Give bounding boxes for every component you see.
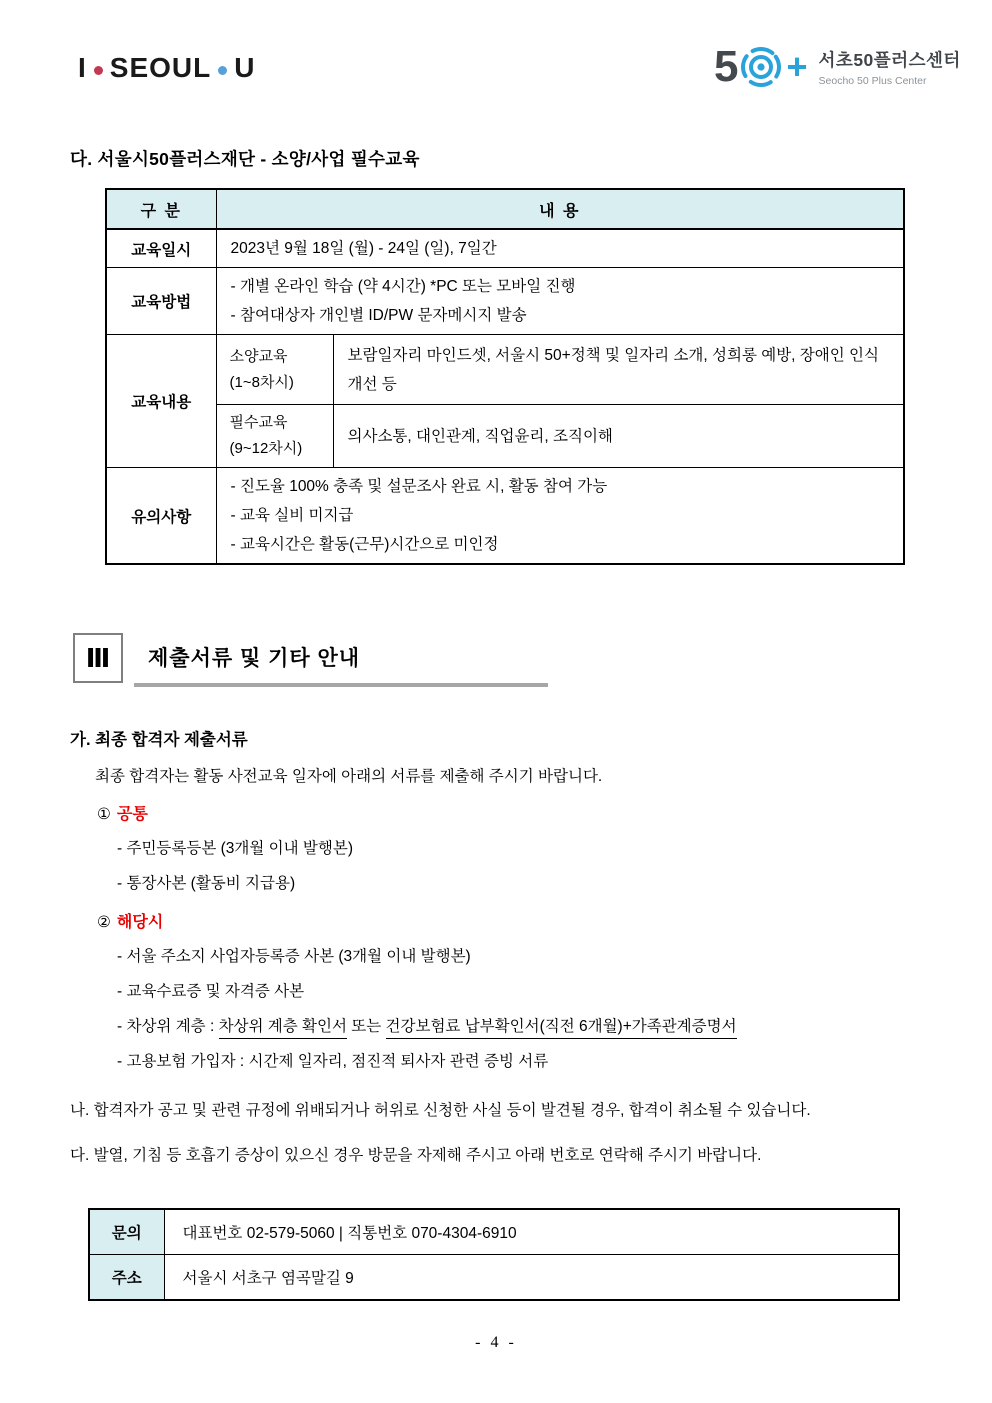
logo-plus-sign: +	[786, 46, 808, 87]
ga-intro: 최종 합격자는 활동 사전교육 일자에 아래의 서류를 제출해 주시기 바랍니다.	[95, 768, 603, 785]
list-item: - 교육수료증 및 자격증 사본	[117, 983, 305, 1000]
edu-datetime-content	[216, 229, 904, 268]
section-title-underline	[134, 633, 548, 687]
address-label: 주소	[89, 1255, 164, 1301]
row-label-edu-datetime: 교육일시	[106, 229, 216, 268]
center-name-korean: 서초50플러스센터	[818, 50, 961, 70]
address-value: 서울시 서초구 염곡말길 9	[164, 1255, 899, 1301]
row-label-edu-content: 교육내용	[106, 335, 216, 468]
list-item: - 서울 주소지 사업자등록증 사본 (3개월 이내 발행본)	[117, 948, 471, 965]
seocho-50plus-logo	[714, 44, 961, 90]
cell-text: 필수교육	[229, 414, 288, 431]
contact-label: 문의	[89, 1209, 164, 1255]
page-number: - 4 -	[475, 1334, 517, 1351]
row-label-edu-notes: 유의사항	[106, 468, 216, 565]
edu-method-content	[216, 268, 904, 335]
table-row	[89, 1255, 899, 1301]
list-item: - 통장사본 (활동비 지급용)	[117, 875, 296, 892]
logo-50-number: 5	[714, 42, 739, 91]
section-3-title: 제출서류 및 기타 안내	[148, 647, 361, 670]
chasangwi-prefix: - 차상위 계층 :	[117, 1018, 219, 1035]
center-name-english: Seocho 50 Plus Center	[818, 75, 927, 87]
common-label: 공통	[116, 806, 148, 823]
target-circle-icon	[738, 44, 784, 90]
cell-text: 보람일자리 마인드셋, 서울시 50+정책 및 일자리 소개, 성희롱 예방, 장애인 인식개선 등	[347, 346, 879, 393]
red-dot-icon	[94, 66, 103, 75]
row-label-edu-method: 교육방법	[106, 268, 216, 335]
list-item: - 고용보험 가입자 : 시간제 일자리, 점진적 퇴사자 관련 증빙 서류	[117, 1053, 549, 1070]
table-header-row	[106, 189, 904, 229]
table-row	[106, 268, 904, 335]
header-cell-gubun: 구 분	[106, 189, 216, 229]
soyang-content	[333, 335, 904, 405]
common-heading	[97, 801, 950, 824]
education-table	[105, 188, 905, 565]
logo-letter-i: I	[78, 52, 87, 83]
section-3-banner	[73, 633, 548, 687]
table-row	[106, 229, 904, 268]
cell-text: (9~12차시)	[229, 440, 303, 457]
cell-text: 의사소통, 대인관계, 직업윤리, 조직이해	[347, 427, 613, 445]
iseoulu-logo	[78, 52, 255, 84]
pilsu-content	[333, 405, 904, 468]
conditional-label: 해당시	[116, 914, 164, 931]
table-row	[89, 1209, 899, 1255]
table-row	[106, 335, 904, 405]
table-row	[106, 468, 904, 565]
sub-label-soyang	[216, 335, 333, 405]
cell-text: - 개별 온라인 학습 (약 4시간) *PC 또는 모바일 진행	[230, 278, 576, 295]
logo-letter-u: U	[234, 52, 256, 83]
chasangwi-or: 또는	[346, 1018, 386, 1035]
underlined-doc-2: 건강보험료 납부확인서(직전 6개월)+가족관계증명서	[386, 1018, 737, 1039]
section-numeral-box: Ⅲ	[73, 633, 123, 683]
circled-number-1: ①	[97, 806, 111, 823]
paragraph-da: 다. 발열, 기침 등 호흡기 증상이 있으신 경우 방문을 자제해 주시고 아래 번호로 연락해 주시기 바랍니다.	[70, 1147, 762, 1164]
contact-phones: 대표번호 02-579-5060 | 직통번호 070-4304-6910	[164, 1209, 899, 1255]
header-cell-naeyong: 내 용	[216, 189, 904, 229]
list-item-chasangwi	[117, 1017, 950, 1037]
cell-text: 소양교육	[229, 347, 288, 365]
cell-text: - 참여대상자 개인별 ID/PW 문자메시지 발송	[230, 307, 527, 324]
blue-dot-icon	[218, 66, 227, 75]
logo-word-seoul: SEOUL	[109, 52, 212, 83]
cell-text: - 진도율 100% 충족 및 설문조사 완료 시, 활동 참여 가능	[230, 478, 608, 495]
section-da-heading: 다. 서울시50플러스재단 - 소양/사업 필수교육	[70, 149, 420, 169]
ga-heading: 가. 최종 합격자 제출서류	[70, 731, 248, 749]
cell-text: - 교육시간은 활동(근무)시간으로 미인정	[230, 536, 499, 553]
cell-text: 2023년 9월 18일 (월) - 24일 (일), 7일간	[230, 240, 497, 257]
contact-table	[88, 1208, 900, 1301]
ga-section	[70, 726, 950, 1072]
conditional-heading	[97, 909, 950, 932]
circled-number-2: ②	[97, 914, 111, 931]
list-item: - 주민등록등본 (3개월 이내 발행본)	[117, 840, 353, 857]
cell-text: (1~8차시)	[229, 373, 294, 391]
paragraph-na: 나. 합격자가 공고 및 관련 규정에 위배되거나 허위로 신청한 사실 등이 발견될 경우, 합격이 취소될 수 있습니다.	[70, 1102, 811, 1119]
table-row	[106, 405, 904, 468]
edu-notes-content	[216, 468, 904, 565]
sub-label-pilsu	[216, 405, 333, 468]
underlined-doc-1: 차상위 계층 확인서	[219, 1018, 347, 1039]
cell-text: - 교육 실비 미지급	[230, 507, 354, 524]
